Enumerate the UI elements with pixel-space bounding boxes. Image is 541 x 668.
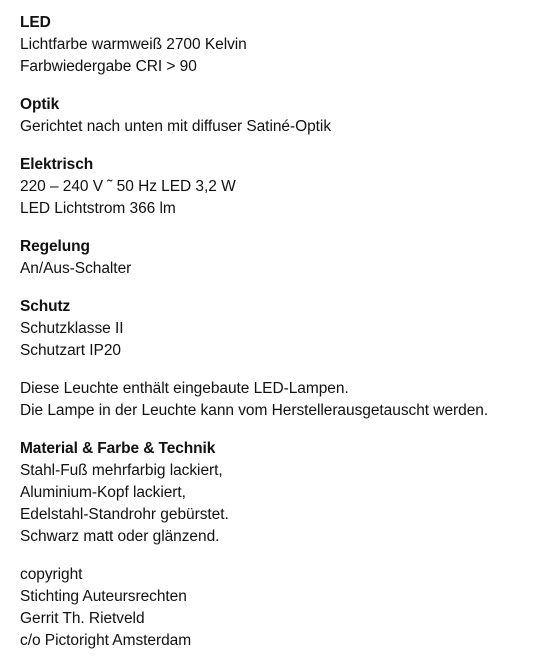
copyright-line: Gerrit Th. Rietveld — [20, 610, 145, 627]
copyright-line: Stichting Auteursrechten — [20, 588, 187, 605]
notice-line: Diese Leuchte enthält eingebaute LED-Lampen. — [20, 380, 349, 397]
section-lamp-notice — [20, 378, 535, 422]
section-heading: LED — [20, 14, 51, 31]
section-material — [20, 438, 535, 548]
spec-line: Lichtfarbe warmweiß 2700 Kelvin — [20, 36, 247, 53]
section-heading: Material & Farbe & Technik — [20, 440, 216, 457]
spec-line: Aluminium-Kopf lackiert, — [20, 484, 186, 501]
spec-line: An/Aus-Schalter — [20, 260, 132, 277]
spec-line: LED Lichtstrom 366 lm — [20, 200, 176, 217]
section-copyright — [20, 564, 535, 652]
spec-line: 220 – 240 V ˜ 50 Hz LED 3,2 W — [20, 178, 236, 195]
section-schutz — [20, 296, 535, 362]
copyright-line: c/o Pictoright Amsterdam — [20, 632, 192, 649]
section-heading: Schutz — [20, 298, 71, 315]
notice-line: Die Lampe in der Leuchte kann vom Herstellerausgetauscht werden. — [20, 402, 489, 419]
section-regelung — [20, 236, 535, 280]
spec-line: Schutzklasse II — [20, 320, 124, 337]
spec-line: Schwarz matt oder glänzend. — [20, 528, 220, 545]
spec-line: Edelstahl-Standrohr gebürstet. — [20, 506, 229, 523]
section-heading: Optik — [20, 96, 60, 113]
product-spec-document — [20, 12, 535, 668]
copyright-line: copyright — [20, 566, 83, 583]
section-led — [20, 12, 535, 78]
section-elektrisch — [20, 154, 535, 220]
spec-line: Stahl-Fuß mehrfarbig lackiert, — [20, 462, 223, 479]
spec-line: Schutzart IP20 — [20, 342, 121, 359]
section-heading: Regelung — [20, 238, 90, 255]
section-optik — [20, 94, 535, 138]
section-heading: Elektrisch — [20, 156, 94, 173]
spec-line: Farbwiedergabe CRI > 90 — [20, 58, 197, 75]
spec-line: Gerichtet nach unten mit diffuser Satiné-Optik — [20, 118, 332, 135]
